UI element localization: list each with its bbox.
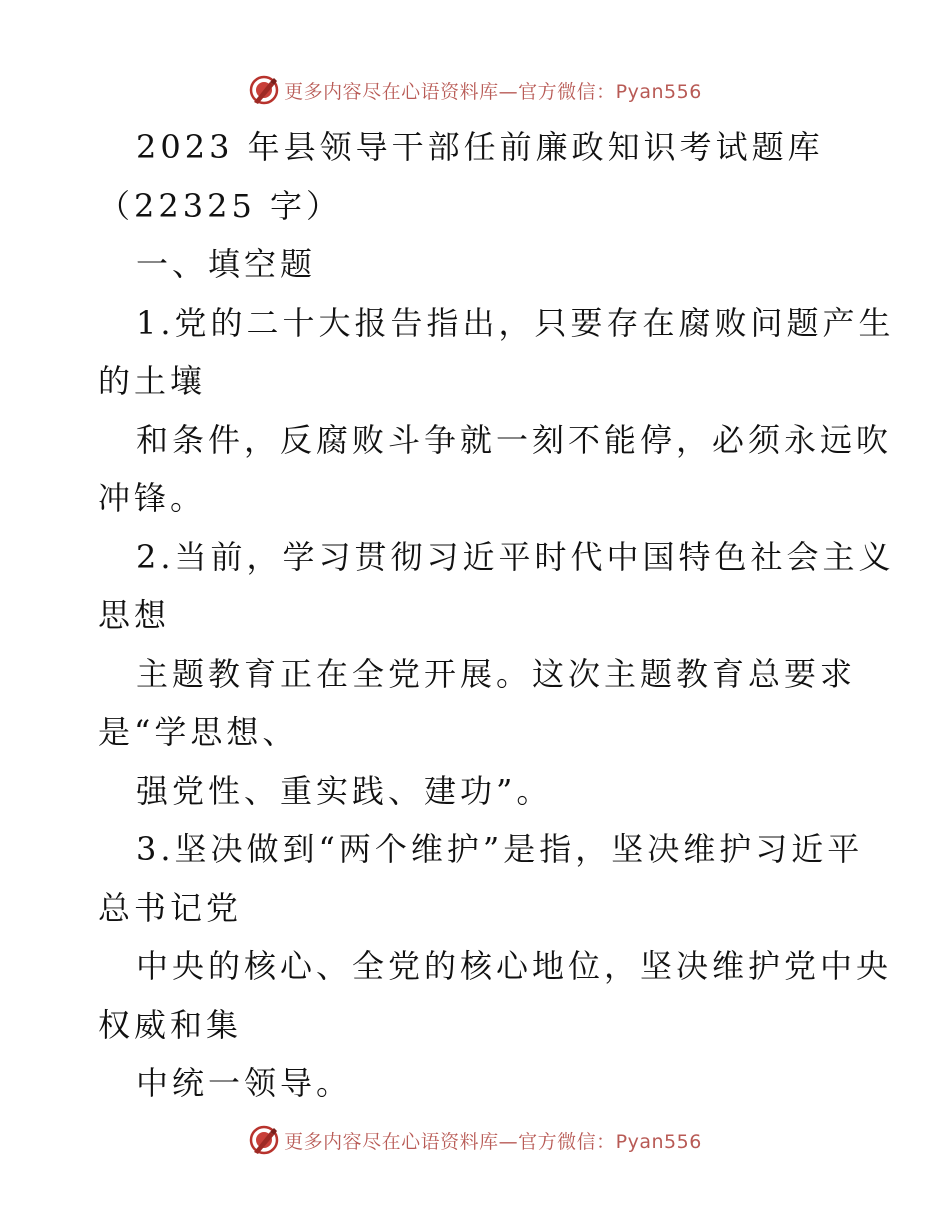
text-line: 总书记党 — [98, 888, 243, 927]
text-line: 1.党的二十大报告指出，只要存在腐败问题产生 — [136, 303, 895, 342]
text-line: 冲锋。 — [98, 479, 207, 517]
text-line: 权威和集 — [98, 1005, 243, 1044]
document-title-line-1: 2023 年县领导干部任前廉政知识考试题库 — [136, 128, 824, 166]
document-title-line-2: （22325 字） — [98, 186, 342, 225]
text-line: 中央的核心、全党的核心地位，坚决维护党中央 — [136, 947, 893, 985]
document-body — [98, 124, 895, 1119]
text-line: 中统一领导。 — [136, 1064, 353, 1102]
text-line: 和条件，反腐败斗争就一刻不能停，必须永远吹 — [136, 420, 893, 459]
text-line: 强党性、重实践、建功”。 — [136, 771, 553, 810]
header-watermark — [0, 70, 950, 110]
text-line: 主题教育正在全党开展。这次主题教育总要求 — [136, 654, 857, 693]
text-line: 的土壤 — [98, 362, 207, 400]
seal-logo-icon — [248, 74, 280, 106]
text-line: 是“学思想、 — [98, 713, 299, 751]
watermark-text: 更多内容尽在心语资料库—官方微信：Pyan556 — [284, 1130, 702, 1153]
text-line: 思想 — [98, 596, 171, 634]
text-line: 3.坚决做到“两个维护”是指，坚决维护习近平 — [136, 830, 864, 868]
section-heading: 一、填空题 — [136, 245, 317, 283]
text-line: 2.当前，学习贯彻习近平时代中国特色社会主义 — [136, 537, 895, 576]
watermark-text: 更多内容尽在心语资料库—官方微信：Pyan556 — [284, 80, 702, 103]
seal-logo-icon — [248, 1124, 280, 1156]
footer-watermark — [0, 1120, 950, 1160]
